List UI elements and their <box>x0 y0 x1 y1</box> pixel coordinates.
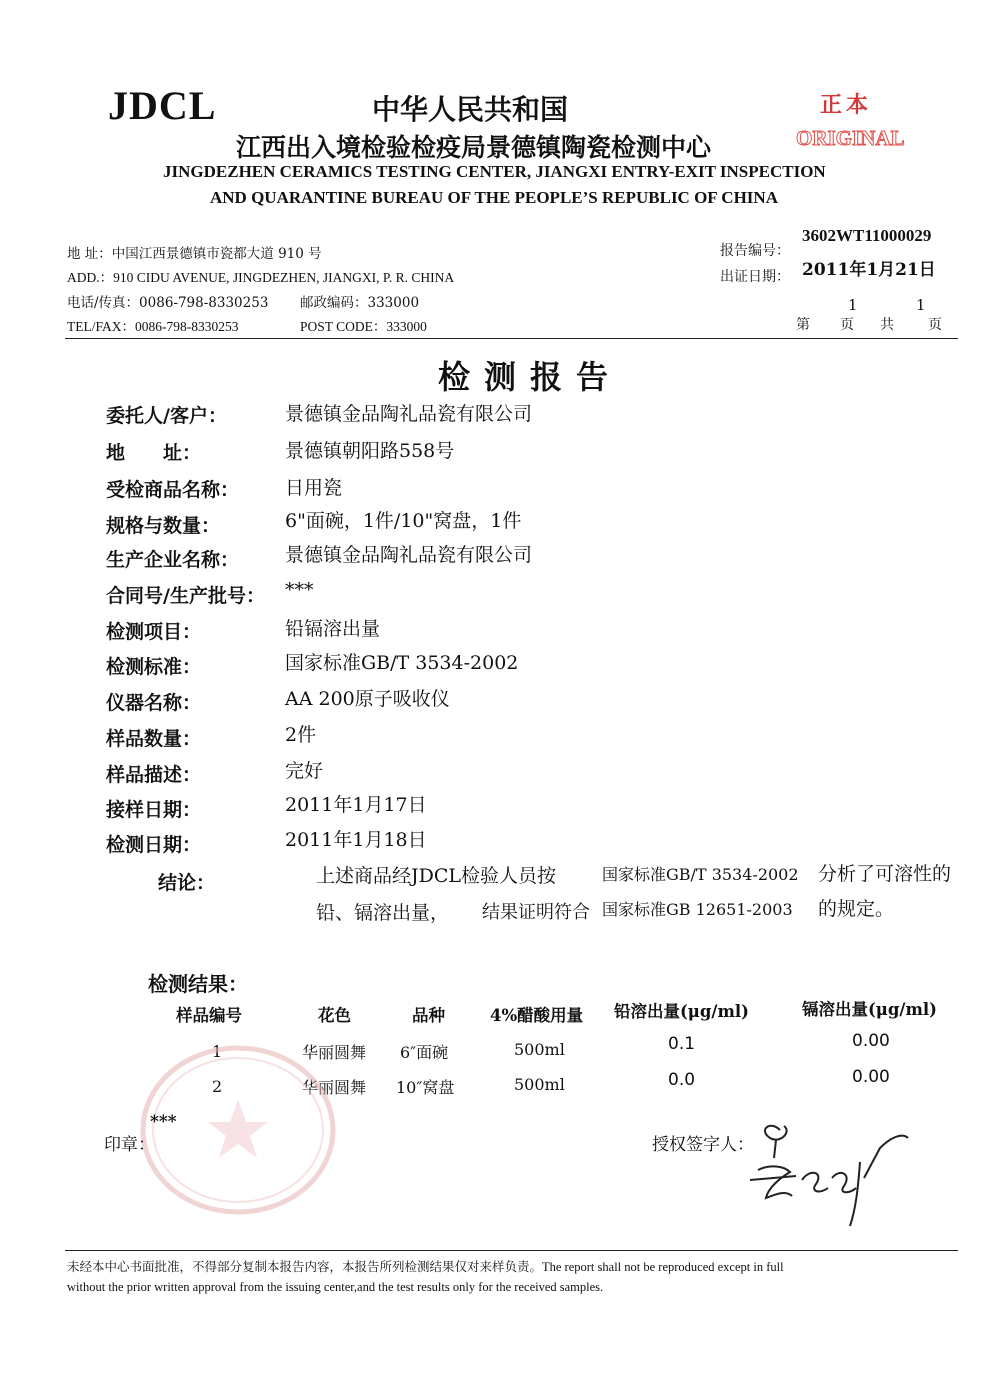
field-label: 地 址： <box>106 442 202 464</box>
field-label: 检测项目： <box>106 621 202 643</box>
field-label: 生产企业名称： <box>106 549 240 571</box>
conclusion-standard: 国家标准GB/T 3534-2002 <box>602 865 799 884</box>
page-label-ye2: 页 <box>928 317 942 333</box>
field-label: 合同号/生产批号： <box>106 585 265 607</box>
results-cell: 0.00 <box>852 1031 890 1051</box>
field-label: 样品数量： <box>106 728 202 750</box>
conclusion-text: 结果证明符合 <box>482 902 590 923</box>
handwritten-signature <box>740 1118 920 1228</box>
field-value: 2件 <box>285 724 317 746</box>
field-value: 6"面碗，1件/10"窝盘，1件 <box>285 510 522 532</box>
field-value: 铅镉溶出量 <box>285 618 381 640</box>
header-divider <box>65 338 958 339</box>
address-cn: 地 址：中国江西景德镇市瓷都大道 910 号 <box>67 246 322 262</box>
results-cell: 0.00 <box>852 1067 890 1087</box>
seal-label: 印章： <box>104 1135 155 1155</box>
footer-disclaimer-line2: without the prior written approval from the issuing center,and the test results only for the received samples. <box>67 1280 604 1294</box>
results-header: 品种 <box>412 1006 445 1025</box>
issue-date-label: 出证日期： <box>720 269 790 285</box>
conclusion-text: 上述商品经JDCL检验人员按 <box>316 865 557 887</box>
postcode-en: POST CODE：333000 <box>300 319 427 334</box>
report-title: 检测报告 <box>438 358 623 396</box>
results-cell: 华丽圆舞 <box>302 1078 367 1097</box>
results-title: 检测结果： <box>148 972 248 996</box>
results-header: 铅溶出量(μg/ml) <box>614 1002 749 1021</box>
country-name: 中华人民共和国 <box>372 93 569 126</box>
original-stamp-en: ORIGINAL <box>796 126 905 150</box>
tel-en: TEL/FAX：0086-798-8330253 <box>67 319 239 334</box>
seal-stars: *** <box>150 1112 177 1132</box>
results-cell: 10″窝盘 <box>396 1078 455 1097</box>
field-value: 景德镇金品陶礼品瓷有限公司 <box>285 403 533 425</box>
signatory-label: 授权签字人： <box>652 1135 754 1155</box>
field-label: 委托人/客户： <box>106 405 227 427</box>
results-cell: 6″面碗 <box>400 1043 449 1062</box>
original-stamp-cn: 正本 <box>820 92 873 118</box>
results-cell: 500ml <box>514 1040 565 1059</box>
center-name-en-line2: AND QUARANTINE BUREAU OF THE PEOPLE’S REPUBLIC OF CHINA <box>210 188 778 207</box>
field-value: AA 200原子吸收仪 <box>285 688 450 710</box>
field-value: 国家标准GB/T 3534-2002 <box>285 652 519 674</box>
page-current: 1 <box>848 296 858 314</box>
center-name-cn: 江西出入境检验检疫局景德镇陶瓷检测中心 <box>236 133 712 162</box>
field-value: 2011年1月17日 <box>285 794 427 816</box>
results-header: 4%醋酸用量 <box>490 1006 584 1025</box>
conclusion-text: 的规定。 <box>818 898 895 920</box>
field-value: 景德镇朝阳路558号 <box>285 440 455 462</box>
center-name-en-line1: JINGDEZHEN CERAMICS TESTING CENTER, JIANGXI ENTRY-EXIT INSPECTION <box>163 162 826 181</box>
results-cell: 1 <box>212 1042 223 1061</box>
results-cell: 500ml <box>514 1075 565 1094</box>
field-label: 样品描述： <box>106 764 202 786</box>
report-number-label: 报告编号： <box>720 243 790 259</box>
address-en: ADD.：910 CIDU AVENUE, JINGDEZHEN, JIANGXI, P. R. CHINA <box>67 270 455 285</box>
tel-cn: 电话/传真：0086-798-8330253 <box>67 295 269 311</box>
issue-date: 2011年1月21日 <box>802 260 936 280</box>
field-label: 接样日期： <box>106 799 202 821</box>
logo: JDCL <box>108 83 217 128</box>
conclusion-label: 结论： <box>158 872 216 894</box>
field-label: 规格与数量： <box>106 515 221 537</box>
results-header: 镉溶出量(μg/ml) <box>802 1000 937 1019</box>
footer-disclaimer-line1: 未经本中心书面批准，不得部分复制本报告内容，本报告所列检测结果仅对来样负责。The report shall not be reproduced except in full <box>67 1260 784 1274</box>
results-cell: 0.1 <box>668 1034 696 1054</box>
page-label-ye1: 页 <box>840 317 854 333</box>
conclusion-text: 铅、镉溶出量， <box>316 902 450 924</box>
postcode-cn: 邮政编码：333000 <box>300 295 420 311</box>
field-value: 日用瓷 <box>285 477 343 499</box>
field-value: *** <box>285 579 314 601</box>
results-cell: 2 <box>212 1077 223 1096</box>
results-header: 花色 <box>318 1006 351 1025</box>
conclusion-text: 分析了可溶性的 <box>818 863 952 885</box>
page-label-gong: 共 <box>880 317 894 333</box>
field-value: 2011年1月18日 <box>285 829 427 851</box>
field-label: 检测日期： <box>106 834 202 856</box>
field-value: 景德镇金品陶礼品瓷有限公司 <box>285 544 533 566</box>
field-label: 受检商品名称： <box>106 479 240 501</box>
field-label: 检测标准： <box>106 656 202 678</box>
field-value: 完好 <box>285 760 324 782</box>
field-label: 仪器名称： <box>106 692 202 714</box>
report-number: 3602WT11000029 <box>802 226 932 245</box>
results-cell: 0.0 <box>668 1070 696 1090</box>
page-label-di: 第 <box>796 317 810 333</box>
conclusion-standard: 国家标准GB 12651-2003 <box>602 900 793 919</box>
results-header: 样品编号 <box>176 1006 242 1025</box>
footer-divider <box>65 1250 958 1251</box>
results-cell: 华丽圆舞 <box>302 1043 367 1062</box>
page-total: 1 <box>916 296 926 314</box>
